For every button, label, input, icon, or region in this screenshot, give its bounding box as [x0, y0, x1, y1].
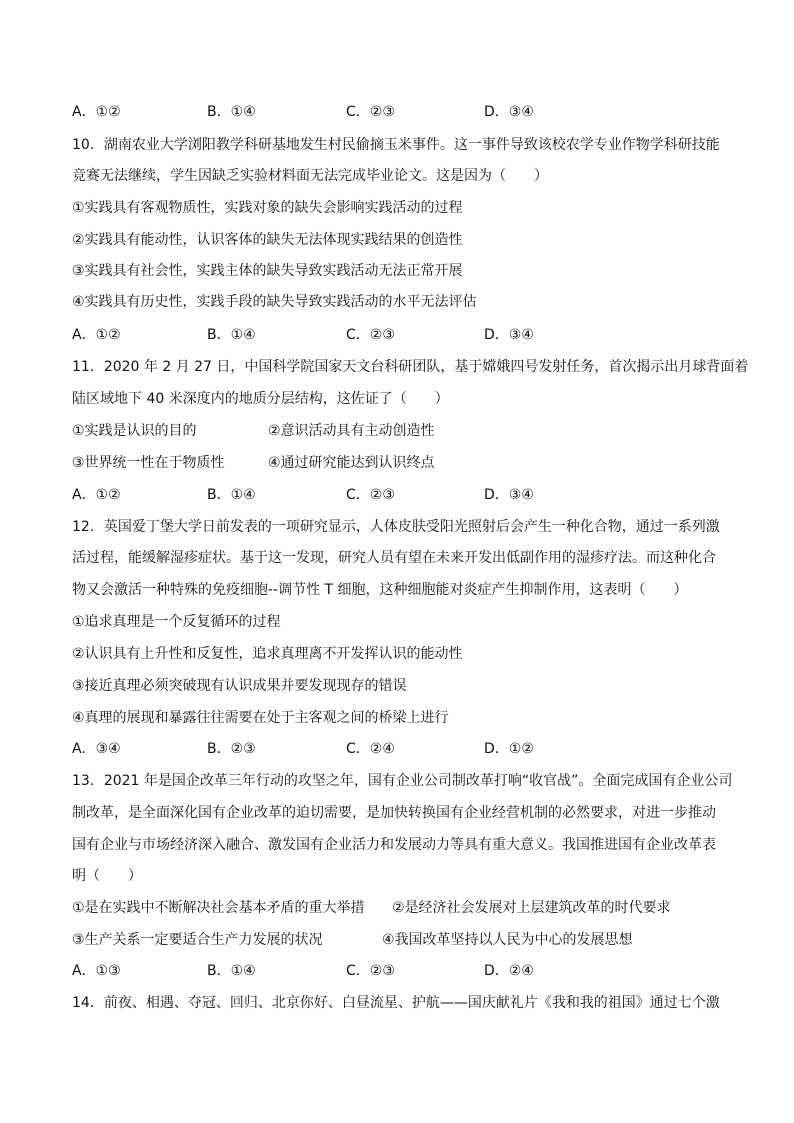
- q9-choice-a[interactable]: A．①②: [72, 104, 121, 120]
- q13-statement-2: ②是经济社会发展对上层建筑改革的时代要求: [392, 900, 671, 916]
- q12-stem-line-2: 活过程，能缓解湿疹症状。基于这一发现，研究人员有望在未来开发出低副作用的湿疹疗法。而这种化合: [72, 550, 716, 566]
- q14-stem-line-1: 14．前夜、相遇、夺冠、回归、北京你好、白昼流星、护航——国庆献礼片《我和我的祖国》通过七个激: [72, 995, 720, 1011]
- q10-choice-d[interactable]: D．③④: [484, 327, 534, 343]
- q12-choice-d[interactable]: D．①②: [484, 741, 534, 757]
- q10-statement-4: ④实践具有历史性，实践手段的缺失导致实践活动的水平无法评估: [72, 294, 477, 310]
- q12-stem-line-3: 物又会激活一种特殊的免疫细胞--调节性 T 细胞，这种细胞能对炎症产生抑制作用，这表明（ ）: [72, 582, 688, 598]
- q13-stem-line-2: 制改革，是全面深化国有企业改革的迫切需要，是加快转换国有企业经营机制的必然要求，对进一步推动: [72, 805, 716, 821]
- q12-statement-4: ④真理的展现和暴露往往需要在处于主客观之间的桥梁上进行: [72, 710, 449, 726]
- q10-stem-line-1: 10．湖南农业大学浏阳教学科研基地发生村民偷摘玉米事件。这一事件导致该校农学专业作物学科研技能: [72, 137, 720, 153]
- q13-choice-d[interactable]: D．②④: [484, 963, 534, 979]
- q10-choice-a[interactable]: A．①②: [72, 327, 121, 343]
- q13-choice-a[interactable]: A．①③: [72, 963, 121, 979]
- q10-choice-b[interactable]: B．①④: [207, 327, 256, 343]
- q12-statement-1: ①追求真理是一个反复循环的过程: [72, 614, 281, 630]
- q11-choice-c[interactable]: C．②③: [346, 487, 395, 503]
- q11-statement-2: ②意识活动具有主动创造性: [268, 423, 435, 439]
- q10-statement-1: ①实践具有客观物质性，实践对象的缺失会影响实践活动的过程: [72, 200, 463, 216]
- q13-statement-3: ③生产关系一定要适合生产力发展的状况: [72, 932, 323, 948]
- q11-choice-d[interactable]: D．③④: [484, 487, 534, 503]
- q11-stem-line-1: 11．2020 年 2 月 27 日，中国科学院国家天文台科研团队，基于嫦娥四号发射任务，首次揭示出月球背面着: [72, 359, 749, 375]
- q13-statement-4: ④我国改革坚持以人民为中心的发展思想: [382, 932, 633, 948]
- q12-choice-c[interactable]: C．②④: [346, 741, 395, 757]
- q13-statement-1: ①是在实践中不断解决社会基本矛盾的重大举措: [72, 900, 365, 916]
- q13-stem-line-4: 明（ ）: [72, 868, 142, 884]
- q13-choice-c[interactable]: C．②③: [346, 963, 395, 979]
- q12-statement-2: ②认识具有上升性和反复性，追求真理离不开发挥认识的能动性: [72, 646, 463, 662]
- q10-statement-3: ③实践具有社会性，实践主体的缺失导致实践活动无法正常开展: [72, 263, 463, 279]
- q11-choice-b[interactable]: B．①④: [207, 487, 256, 503]
- q11-stem-line-2: 陆区域地下 40 米深度内的地质分层结构，这佐证了（ ）: [72, 391, 449, 407]
- q10-choice-c[interactable]: C．②③: [346, 327, 395, 343]
- q11-statement-1: ①实践是认识的目的: [72, 423, 197, 439]
- q9-choice-d[interactable]: D．③④: [484, 104, 534, 120]
- q12-stem-line-1: 12．英国爱丁堡大学日前发表的一项研究显示，人体皮肤受阳光照射后会产生一种化合物，通过一系列激: [72, 519, 720, 535]
- q9-choice-c[interactable]: C．②③: [346, 104, 395, 120]
- q10-stem-line-2: 竞赛无法继续，学生因缺乏实验材料面无法完成毕业论文。这是因为（ ）: [72, 168, 548, 184]
- q13-choice-b[interactable]: B．①④: [207, 963, 256, 979]
- q12-choice-a[interactable]: A．③④: [72, 741, 121, 757]
- q13-stem-line-1: 13．2021 年是国企改革三年行动的攻坚之年，国有企业公司制改革打响“收官战”。全面完成国有企业公司: [72, 773, 733, 789]
- q9-choice-b[interactable]: B．①④: [207, 104, 256, 120]
- q10-statement-2: ②实践具有能动性，认识客体的缺失无法体现实践结果的创造性: [72, 232, 463, 248]
- q11-statement-4: ④通过研究能达到认识终点: [268, 455, 435, 471]
- q11-statement-3: ③世界统一性在于物质性: [72, 455, 225, 471]
- q12-statement-3: ③接近真理必须突破现有认识成果并要发现现存的错误: [72, 678, 407, 694]
- q11-choice-a[interactable]: A．①②: [72, 487, 121, 503]
- q13-stem-line-3: 国有企业与市场经济深入融合、激发国有企业活力和发展动力等具有重大意义。我国推进国有企业改革表: [72, 837, 716, 853]
- q12-choice-b[interactable]: B．②③: [207, 741, 256, 757]
